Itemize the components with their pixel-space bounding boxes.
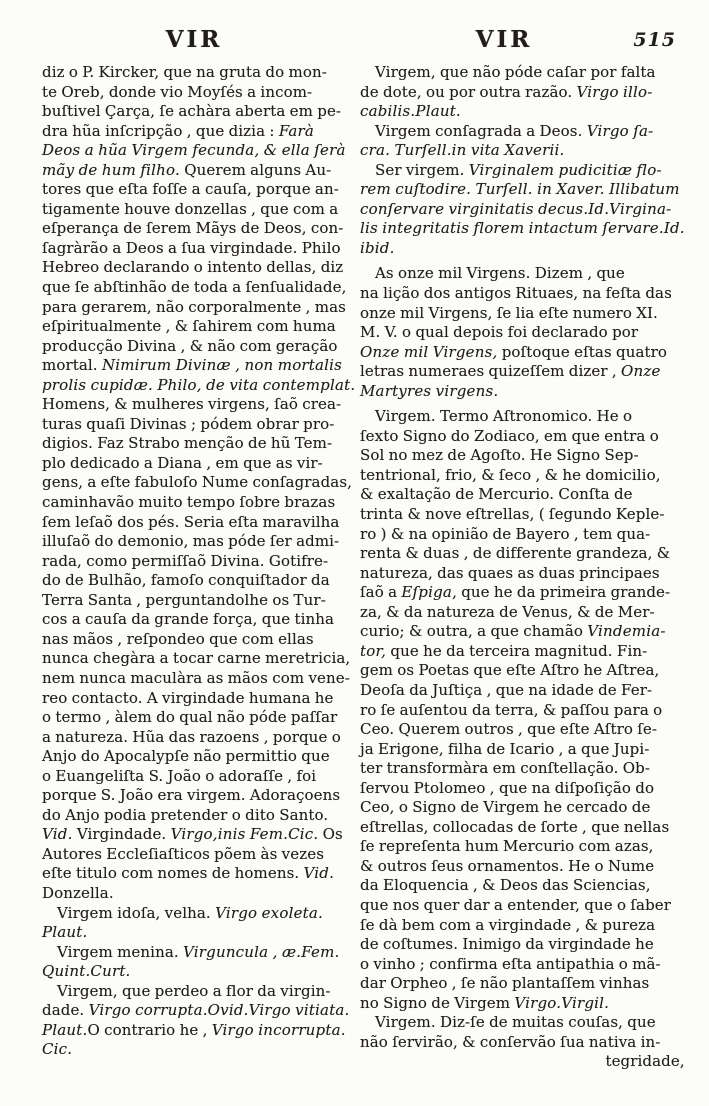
- text-line: Vid. Virgindade. Virgo,inis Fem.Cic. Os: [42, 825, 343, 844]
- text-line: lis integritatis florem intactum ſervare.Id.: [360, 219, 685, 238]
- text-line: onze mil Virgens, ſe lia eſte numero XI.: [360, 303, 658, 322]
- page-number: 515: [633, 29, 676, 51]
- text-line: de coſtumes. Inimigo da virgindade he: [360, 935, 654, 954]
- text-line: ro ſe auſentou da terra, & paſſou para o: [360, 700, 663, 719]
- text-line: Virgem conſagrada a Deos. Virgo ſa-: [375, 121, 654, 140]
- paragraph: [360, 407, 685, 1013]
- text-line: no Signo de Virgem Virgo.Virgil.: [360, 993, 610, 1012]
- text-line: gens, a eſte fabuloſo Nume conſagradas,: [42, 473, 352, 492]
- text-line: na lição dos antigos Rituaes, na feſta das: [360, 284, 672, 303]
- text-line: Virgem idoſa, velha. Virgo exoleta.: [57, 903, 323, 922]
- text-line: Martyres virgens.: [360, 381, 499, 400]
- text-line: ſe repreſenta hum Mercurio com azas,: [360, 837, 654, 856]
- text-line: za, & da natureza de Venus, & de Mer-: [360, 602, 655, 621]
- text-line: Virgem. Termo Aſtronomico. He o: [375, 407, 633, 426]
- text-line: ja Erigone, filha de Icario , a que Jupi-: [360, 739, 650, 758]
- text-line: de dote, ou por outra razão. Virgo illo-: [360, 82, 653, 101]
- text-line: prolis cupidæ. Philo, de vita contemplat.: [42, 375, 356, 394]
- text-line: & outros ſeus ornamentos. He o Nume: [360, 856, 655, 875]
- text-line: tor, que he da terceira magnitud. Fin-: [360, 641, 648, 660]
- text-line: tores que eſta foſſe a cauſa, porque an-: [42, 180, 339, 199]
- text-line: Homens, & mulheres virgens, ſaõ crea-: [42, 395, 342, 414]
- text-line: Terra Santa , perguntandolhe os Tur-: [42, 590, 326, 609]
- page-header: [0, 0, 709, 57]
- text-line: o Euangeliſta S. João o adoraſſe , foi: [42, 766, 317, 785]
- text-line: ſexto Signo do Zodiaco, em que entra o: [360, 426, 659, 445]
- text-line: eſperança de ſerem Mãys de Deos, con-: [42, 219, 344, 238]
- text-line: cra. Turſell.in vita Xaverii.: [360, 141, 565, 160]
- text-line: Donzella.: [42, 883, 114, 902]
- text-line: ſem leſaõ dos pés. Seria eſta maravilha: [42, 512, 340, 531]
- text-line: gem os Poetas que eſte Aſtro he Aſtrea,: [360, 661, 660, 680]
- text-line: Sol no mez de Agoſto. He Signo Sep-: [360, 446, 639, 465]
- text-line: da Eloquencia , & Deos das Sciencias,: [360, 876, 651, 895]
- text-line: do Anjo podia pretender o dito Santo.: [42, 805, 329, 824]
- text-line: tentrional, frio, & ſeco , & he domicilio,: [360, 465, 661, 484]
- paragraph: [360, 264, 685, 401]
- text-line: reo contacto. A virgindade humana he: [42, 688, 334, 707]
- text-line: turas quaſi Divinas ; pódem obrar pro-: [42, 414, 335, 433]
- text-line: plo dedicado a Diana , em que as vir-: [42, 453, 323, 472]
- text-line: natureza, das quaes as duas principaes: [360, 563, 660, 582]
- text-line: cabilis.Plaut.: [360, 102, 461, 121]
- text-line: ſervou Ptolomeo , que na diſpoſição do: [360, 778, 655, 797]
- text-line: Anjo do Apocalypſe não permittio que: [42, 747, 330, 766]
- text-line: mortal. Nimirum Divinæ , non mortalis: [42, 356, 343, 375]
- text-line: Plaut.: [42, 923, 88, 942]
- text-line: conſervare virginitatis decus.Id.Virgina-: [360, 199, 672, 218]
- text-line: ter transformàra em conſtellação. Ob-: [360, 759, 651, 778]
- text-line: ſagràrão a Deos a ſua virgindade. Philo: [42, 238, 341, 257]
- text-line: porque S. João era virgem. Adoraçoens: [42, 786, 341, 805]
- text-line: que ſe abſtinhão de toda a ſenſualidade,: [42, 278, 347, 297]
- text-line: & exaltação de Mercurio. Conſta de: [360, 485, 633, 504]
- text-line: dar Orpheo , ſe não plantaſſem vinhas: [360, 974, 650, 993]
- text-line: não ſervirão, & conſervão ſua nativa in-: [360, 1032, 661, 1051]
- text-line: trinta & nove eſtrellas, ( ſegundo Keple-: [360, 505, 665, 524]
- text-line: o vinho ; confirma eſta antipathia o mã-: [360, 954, 661, 973]
- catchword: [360, 1052, 685, 1072]
- text-line: digios. Faz Strabo menção de hũ Tem-: [42, 434, 333, 453]
- text-line: Deos a hũa Virgem fecunda, & ella ſerà: [42, 141, 346, 160]
- text-line: Virgem, que perdeo a flor da virgin-: [57, 981, 331, 1000]
- text-line: Cic.: [42, 1040, 73, 1059]
- text-line: Virgem, que não póde caſar por falta: [375, 63, 656, 81]
- text-line: illuſaõ do demonio, mas póde ſer admi-: [42, 532, 340, 551]
- text-line: Onze mil Virgens, poſtoque eſtas quatro: [360, 342, 668, 361]
- text-body: [0, 57, 709, 1072]
- paragraph: [42, 943, 346, 982]
- text-line: ro ) & na opinião de Bayero , tem qua-: [360, 524, 651, 543]
- text-line: eſtrellas, collocadas de ſorte , que nellas: [360, 817, 670, 836]
- text-line: Ceo. Querem outros , que eſte Aſtro ſe-: [360, 720, 658, 739]
- text-line: dra hũa inſcripção , que dizia : Farà: [42, 121, 315, 140]
- text-line: Virgem menina. Virguncula , æ.Fem.: [57, 942, 340, 961]
- running-title-left: VIR: [165, 26, 223, 53]
- text-line: tegridade,: [605, 1052, 685, 1071]
- paragraph: [42, 63, 356, 904]
- paragraph: [360, 122, 685, 161]
- text-line: dade. Virgo corrupta.Ovid.Virgo vitiata.: [42, 1001, 350, 1020]
- text-column-left: [42, 63, 356, 1072]
- text-line: Virgem. Diz-ſe de muitas couſas, que: [375, 1013, 656, 1032]
- text-line: nunca chegàra a tocar carne meretricia,: [42, 649, 351, 668]
- text-line: te Oreb, donde vio Moyſés a incom-: [42, 82, 313, 101]
- running-title-right: VIR: [475, 26, 533, 53]
- text-line: ſe dà bem com a virgindade , & pureza: [360, 915, 656, 934]
- text-line: Autores Eccleſiaſticos põem às vezes: [42, 844, 324, 863]
- text-line: Plaut.O contrario he , Virgo incorrupta.: [42, 1020, 346, 1039]
- text-line: buſtivel Çarça, ſe achàra aberta em pe-: [42, 102, 342, 121]
- text-line: Deoſa da Juſtiça , que na idade de Fer-: [360, 680, 653, 699]
- text-line: mãy de hum filho. Querem alguns Au-: [42, 160, 332, 179]
- text-line: que nos quer dar a entender, que o ſaber: [360, 895, 672, 914]
- paragraph: [360, 1013, 685, 1052]
- text-column-right: [360, 63, 685, 1072]
- text-line: letras numeraes quizeſſem dizer , Onze: [360, 362, 661, 381]
- text-line: eſpiritualmente , & ſahirem com huma: [42, 317, 336, 336]
- text-line: ſaõ a Eſpiga, que he da primeira grande-: [360, 583, 671, 602]
- text-line: Ceo, o Signo de Virgem he cercado de: [360, 798, 651, 817]
- text-line: As onze mil Virgens. Dizem , que: [375, 264, 625, 283]
- text-line: para gerarem, não corporalmente , mas: [42, 297, 346, 316]
- text-line: rem cuſtodire. Turſell. in Xaver. Illibatum: [360, 180, 680, 199]
- paragraph: [42, 904, 346, 943]
- text-line: renta & duas , de differente grandeza, &: [360, 544, 671, 563]
- paragraph: [360, 63, 685, 122]
- text-line: ibid.: [360, 238, 395, 257]
- text-line: nas mãos , reſpondeo que com ellas: [42, 629, 314, 648]
- text-line: diz o P. Kircker, que na gruta do mon-: [42, 63, 327, 81]
- text-line: rada, como permiſſaõ Divina. Gotifre-: [42, 551, 329, 570]
- text-line: nem nunca maculàra as mãos com vene-: [42, 668, 350, 687]
- text-line: Ser virgem. Virginalem pudicitiæ flo-: [375, 160, 662, 179]
- text-line: curio; & outra, a que chamão Vindemia-: [360, 622, 666, 641]
- text-line: eſte titulo com nomes de homens. Vid.: [42, 864, 335, 883]
- paragraph: [42, 981, 350, 1060]
- text-line: Quint.Curt.: [42, 962, 131, 981]
- text-line: o termo , àlem do qual não póde paſſar: [42, 708, 338, 727]
- text-line: tigamente houve donzellas , que com a: [42, 199, 339, 218]
- text-line: M. V. o qual depois foi declarado por: [360, 323, 639, 342]
- text-line: Hebreo declarando o intento dellas, diz: [42, 258, 344, 277]
- text-line: do de Bulhão, famoſo conquiſtador da: [42, 571, 330, 590]
- text-line: caminhavão muito tempo ſobre brazas: [42, 493, 336, 512]
- paragraph: [360, 161, 685, 259]
- text-line: a natureza. Hũa das razoens , porque o: [42, 727, 341, 746]
- text-line: cos a cauſa da grande força, que tinha: [42, 610, 335, 629]
- text-line: producção Divina , & não com geração: [42, 336, 338, 355]
